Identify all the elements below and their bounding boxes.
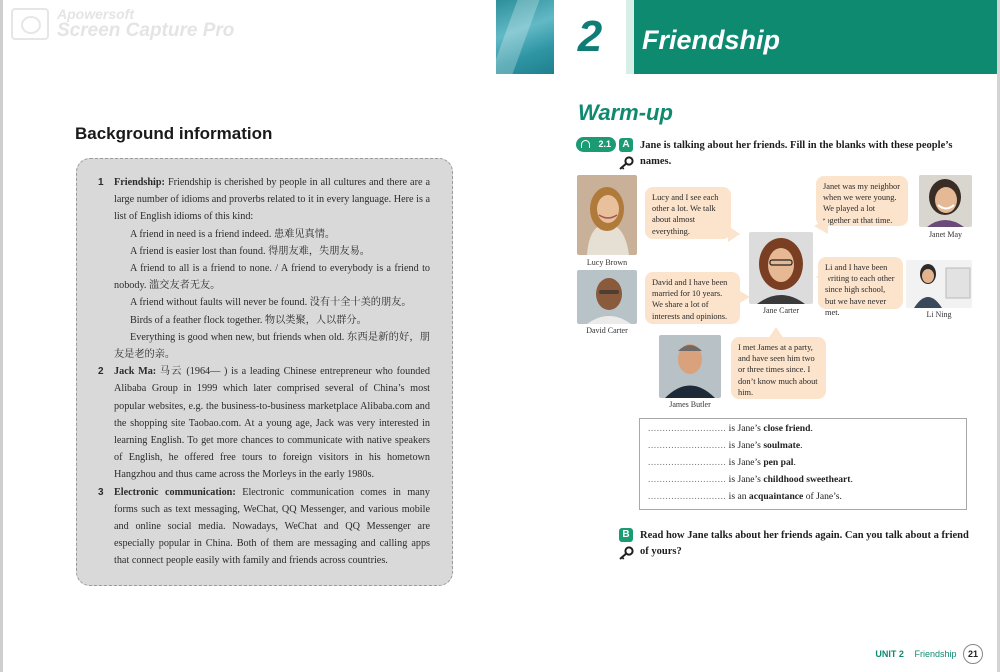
part-a-badge: A <box>619 138 633 152</box>
key-icon <box>618 156 634 170</box>
name-david-carter: David Carter <box>586 326 628 335</box>
unit-banner <box>496 0 997 74</box>
watermark-line2: Screen Capture Pro <box>57 20 235 41</box>
idiom: A friend in need is a friend indeed. 患难见真情。 <box>130 228 336 240</box>
name-james-butler: James Butler <box>669 400 711 409</box>
blank-keyword: pen pal <box>763 457 794 468</box>
blank[interactable]: ........................... <box>648 440 727 451</box>
bubble-david: David and I have been married for 10 years. We share a lot of interests and opinions. <box>645 272 740 324</box>
headphones-icon <box>581 140 590 148</box>
unit-number: 2 <box>577 12 603 61</box>
blank-text: . <box>793 457 796 468</box>
photo-david-carter <box>577 270 637 324</box>
bubble-tail <box>768 327 784 339</box>
item-heading: Jack Ma: <box>114 366 157 378</box>
watermark-line1: Apowersoft <box>57 6 134 22</box>
watermark <box>11 6 251 44</box>
photo-li-ning <box>906 260 972 308</box>
name-lucy-brown: Lucy Brown <box>586 258 628 267</box>
name-li-ning: Li Ning <box>926 310 952 319</box>
photo-janet-may <box>919 175 972 227</box>
background-text <box>98 174 430 570</box>
blank[interactable]: ........................... <box>648 474 727 485</box>
warmup-heading: Warm-up <box>578 100 673 125</box>
blank-keyword: acquaintance <box>748 491 804 502</box>
fill-in-box <box>639 418 967 510</box>
part-b-instruction: Read how Jane talks about her friends again. Can you talk about a friend of yours? <box>640 530 969 557</box>
item-heading: Friendship: <box>114 177 165 188</box>
item-heading: Electronic communication: <box>114 486 236 498</box>
blank-text: of Jane’s. <box>803 491 842 502</box>
blank[interactable]: ........................... <box>648 457 727 468</box>
page-number: 21 <box>963 644 983 664</box>
blank[interactable]: ........................... <box>648 423 727 434</box>
name-jane-carter: Jane Carter <box>762 306 800 315</box>
banner-strip <box>626 0 634 74</box>
blank-line-1 <box>648 423 813 434</box>
footer-unit: UNIT 2 <box>875 649 904 659</box>
blank-line-3 <box>648 457 796 468</box>
name-janet-may: Janet May <box>928 230 963 239</box>
bubble-janet: Janet was my neighbor when we were young. We played a lot together at that time. <box>816 176 908 226</box>
camera-icon <box>11 8 49 40</box>
item-number: 1 <box>98 177 104 188</box>
blank-line-4 <box>648 474 853 485</box>
footer-title: Friendship <box>914 649 957 659</box>
bubble-tail <box>814 218 828 234</box>
bubble-li-ning: Li and I have been writing to each other since high school, but we have never met. <box>818 257 903 309</box>
photo-lucy-brown <box>577 175 637 255</box>
bubble-james: I met James at a party, and have seen him two or three times since. I don’t know much about him. <box>731 337 826 399</box>
blank-text: is Jane’s <box>726 440 764 451</box>
banner-decoration <box>496 0 556 74</box>
blank-text: is Jane’s <box>726 457 764 468</box>
bubble-tail <box>816 270 828 284</box>
photo-jane-carter <box>749 232 813 304</box>
unit-title: Friendship <box>642 25 781 55</box>
blank-text: . <box>800 440 803 451</box>
unit-number-box <box>554 0 626 74</box>
blank-text: . <box>850 474 853 485</box>
page-footer <box>875 644 983 664</box>
photo-james-butler <box>659 335 721 398</box>
blank-text: is an <box>726 491 749 502</box>
blank-text: is Jane’s <box>726 474 764 485</box>
audio-track-button[interactable] <box>576 137 616 152</box>
blank-text: is Jane’s <box>726 423 764 434</box>
background-title: Background information <box>75 124 273 143</box>
item-body: Friendship is cherished by people in all cultures and there are a large number of idioms and proverbs related to it in every language. Here is a list of English idioms of this kind: <box>114 177 430 223</box>
bubble-lucy: Lucy and I see each other a lot. We talk about almost everything. <box>645 187 731 239</box>
idiom: Everything is good when new, but friends when old. 东西是新的好，朋友是老的亲。 <box>114 331 430 361</box>
blank-line-2 <box>648 440 803 451</box>
background-item-1 <box>98 174 430 226</box>
item-number: 2 <box>98 366 104 378</box>
blank-keyword: childhood sweetheart <box>763 474 851 485</box>
blank[interactable]: ........................... <box>648 491 727 502</box>
blank-text: . <box>810 423 813 434</box>
idiom: A friend to all is a friend to none. / A friend to everybody is a friend to nobody. 滥交友者无友。 <box>114 263 430 292</box>
blank-keyword: close friend <box>763 423 811 434</box>
blank-line-5 <box>648 491 842 502</box>
part-b-badge: B <box>619 528 633 542</box>
blank-keyword: soulmate <box>763 440 801 451</box>
key-icon <box>618 546 634 560</box>
part-a-instruction: Jane is talking about her friends. Fill in the blanks with these people’s names. <box>640 140 953 167</box>
background-item-2 <box>98 363 430 483</box>
item-body: 马云 (1964— ) is a leading Chinese entrepreneur who founded Alibaba Group in 1999 which later comprised several of China’s most popular websites, e.g. the business-to-business marketplace Alibaba.com and the shopping site Taobao.com. At a young age, Jack was very interested in learning English. To get more chances to communicate with native speakers of English, he offered free tours to foreign visitors in his hometown Hangzhou and thus came across the Morleys in the early 1980s. <box>114 366 430 481</box>
item-number: 3 <box>98 486 104 498</box>
idiom: A friend without faults will never be found. 没有十全十美的朋友。 <box>130 297 412 309</box>
right-page <box>496 0 1000 672</box>
audio-track-number: 2.1 <box>598 139 611 149</box>
background-item-3 <box>98 484 430 570</box>
idiom: A friend is easier lost than found. 得朋友难，失朋友易。 <box>130 245 370 257</box>
bubble-tail <box>728 226 740 242</box>
idiom: Birds of a feather flock together. 物以类聚，人以群分。 <box>130 314 367 326</box>
item-body: Electronic communication comes in many forms such as text messaging, WeChat, QQ Messenger, and various mobile and online social media. Nowadays, WeChat and QQ Messenger are especially popular in China. Both of them are messaging and calling apps that connect people easily with family and friends across countries. <box>114 486 430 567</box>
